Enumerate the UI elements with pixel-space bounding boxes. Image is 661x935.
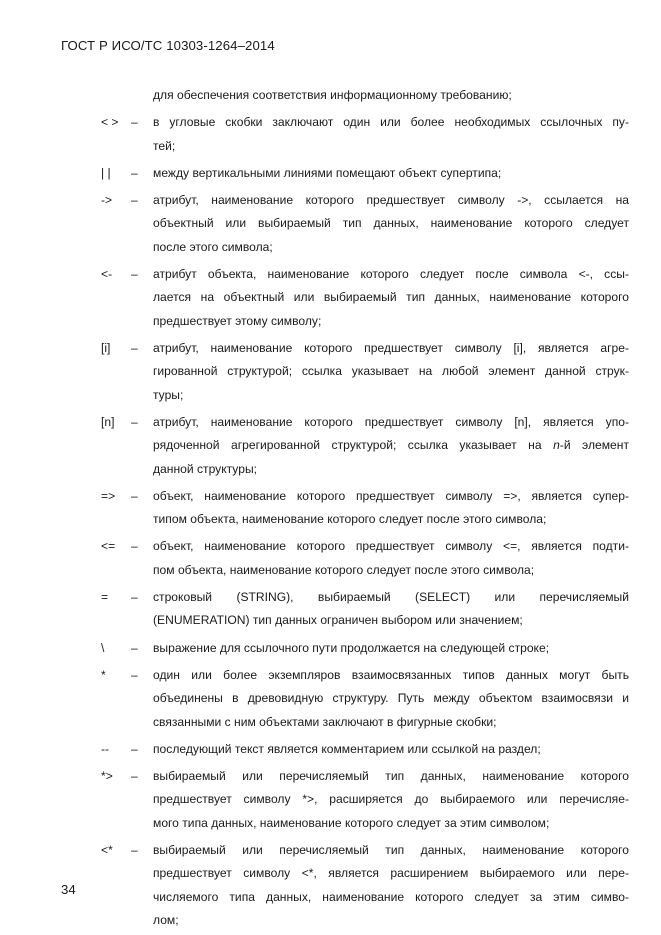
definition-text: объектный или выбираемый тип данных, наименование которого следует xyxy=(153,216,629,231)
definition-entry xyxy=(0,337,661,407)
definition-line xyxy=(0,212,661,235)
definition-line xyxy=(0,310,661,333)
definition-line xyxy=(0,434,661,457)
definition-text: тей; xyxy=(153,138,176,153)
italic-variable: n xyxy=(553,438,560,453)
definition-line xyxy=(0,162,661,185)
definition-symbol: | | xyxy=(101,165,111,180)
definition-text: пом объекта, наименование которого следует после этого символа; xyxy=(153,562,535,577)
definition-text: числяемого типа данных, наименование которого следует за этим симво- xyxy=(153,889,629,904)
definition-symbol: *> xyxy=(101,768,113,783)
definition-entry xyxy=(0,839,661,933)
definition-entry xyxy=(0,664,661,734)
definition-line xyxy=(0,812,661,835)
definition-text: объект, наименование которого предшествует символу =>, является супер- xyxy=(153,488,629,503)
definition-text: данной структуры; xyxy=(153,461,257,476)
definition-dash: – xyxy=(131,340,138,355)
definition-text: лом; xyxy=(153,913,179,928)
definition-line xyxy=(0,508,661,531)
definition-entry xyxy=(0,586,661,633)
definition-line xyxy=(0,485,661,508)
definition-text: в угловые скобки заключают один или более необходимых ссылочных пу- xyxy=(153,115,629,130)
definition-text: между вертикальными линиями помещают объект супертипа; xyxy=(153,165,502,180)
definition-line xyxy=(0,711,661,734)
definition-line xyxy=(0,458,661,481)
definition-line xyxy=(0,738,661,761)
definition-dash: – xyxy=(131,192,138,207)
definition-symbol: \ xyxy=(101,640,105,655)
definition-symbol: * xyxy=(101,667,106,682)
definition-text: гированной структурой; ссылка указывает на любой элемент данной струк- xyxy=(153,364,629,379)
definition-text: (ENUMERATION) тип данных ограничен выбором или значением; xyxy=(153,613,523,628)
definitions-list xyxy=(0,84,661,932)
definition-entry xyxy=(0,738,661,761)
definition-symbol: -- xyxy=(101,741,110,756)
definition-line xyxy=(0,765,661,788)
definition-symbol: <= xyxy=(101,539,116,554)
definition-entry xyxy=(0,162,661,185)
definition-text: объединены в древовидную структуру. Путь между объектом взаимосвязи и xyxy=(153,691,629,706)
definition-line xyxy=(0,637,661,660)
definition-dash: – xyxy=(131,842,138,857)
definition-dash: – xyxy=(131,266,138,281)
definition-entry xyxy=(0,189,661,259)
definition-line xyxy=(0,189,661,212)
definition-line xyxy=(0,236,661,259)
definition-symbol: -> xyxy=(101,192,113,207)
definition-line xyxy=(0,687,661,710)
definition-line xyxy=(0,788,661,811)
definition-symbol: [i] xyxy=(101,340,111,355)
definition-text: объект, наименование которого предшествует символу <=, является подти- xyxy=(153,539,629,554)
definition-entry xyxy=(0,485,661,532)
definition-text: атрибут, наименование которого предшествует символу ->, ссылается на xyxy=(153,192,629,207)
definition-symbol: [n] xyxy=(101,414,115,429)
entries-container xyxy=(0,111,661,932)
definition-entry xyxy=(0,637,661,660)
definition-line xyxy=(0,384,661,407)
definition-symbol: <* xyxy=(101,842,113,857)
definition-dash: – xyxy=(131,768,138,783)
definition-dash: – xyxy=(131,115,138,130)
definition-text: строковый (STRING), выбираемый (SELECT) или перечисляемый xyxy=(153,589,629,604)
definition-line xyxy=(0,862,661,885)
definition-dash: – xyxy=(131,414,138,429)
definition-text: предшествует этому символу; xyxy=(153,313,322,328)
definition-line xyxy=(0,263,661,286)
definition-text: предшествует символу *>, расширяется до выбираемого или перечисляе- xyxy=(153,792,629,807)
definition-line xyxy=(0,609,661,632)
definition-text: лается на объектный или выбираемый тип данных, наименование которого xyxy=(153,290,629,305)
definition-dash: – xyxy=(131,741,138,756)
definition-dash: – xyxy=(131,667,138,682)
definition-dash: – xyxy=(131,488,138,503)
definition-line xyxy=(0,360,661,383)
definition-dash: – xyxy=(131,539,138,554)
intro-line: для обеспечения соответствия информационному требованию; xyxy=(153,88,512,102)
definition-text: выбираемый или перечисляемый тип данных, наименование которого xyxy=(153,768,629,783)
definition-text: мого типа данных, наименование которого следует за этим символом; xyxy=(153,815,550,830)
definition-dash: – xyxy=(131,165,138,180)
definition-symbol: <- xyxy=(101,266,113,281)
definition-text: выбираемый или перечисляемый тип данных, наименование которого xyxy=(153,842,629,857)
definition-line xyxy=(0,111,661,134)
definition-text: один или более экземпляров взаимосвязанных типов данных могут быть xyxy=(153,667,629,682)
definition-text: после этого символа; xyxy=(153,239,273,254)
definition-entry xyxy=(0,111,661,158)
definition-line xyxy=(0,839,661,862)
definition-text: типом объекта, наименование которого следует после этого символа; xyxy=(153,512,547,527)
definition-text: туры; xyxy=(153,387,184,402)
definition-entry xyxy=(0,535,661,582)
definition-line xyxy=(0,535,661,558)
page-number: 34 xyxy=(61,882,76,897)
definition-text: атрибут, наименование которого предшествует символу [n], является упо- xyxy=(153,414,629,429)
definition-text: выражение для ссылочного пути продолжается на следующей строке; xyxy=(153,640,550,655)
definition-line xyxy=(0,559,661,582)
definition-line xyxy=(0,411,661,434)
definition-dash: – xyxy=(131,589,138,604)
definition-entry xyxy=(0,411,661,481)
definition-text: предшествует символу <*, является расширением выбираемого или пере- xyxy=(153,866,629,881)
definition-entry xyxy=(0,263,661,333)
definition-line xyxy=(0,664,661,687)
definition-dash: – xyxy=(131,640,138,655)
document-header: ГОСТ Р ИСО/ТС 10303-1264–2014 xyxy=(61,38,275,53)
definition-line xyxy=(0,135,661,158)
definition-line xyxy=(0,909,661,932)
definition-line xyxy=(0,586,661,609)
definition-symbol: = xyxy=(101,589,109,604)
definition-entry xyxy=(0,765,661,835)
definition-line xyxy=(0,286,661,309)
definition-text: атрибут, наименование которого предшествует символу [i], является агре- xyxy=(153,340,629,355)
definition-text: последующий текст является комментарием или ссылкой на раздел; xyxy=(153,741,541,756)
definition-text: атрибут объекта, наименование которого следует после символа <-, ссы- xyxy=(153,266,629,281)
definition-symbol: < > xyxy=(101,115,119,130)
definition-text: рядоченной агрегированной структурой; ссылка указывает на n-й элемент xyxy=(153,438,629,453)
definition-line xyxy=(0,886,661,909)
definition-text: связанными с ним объектами заключают в фигурные скобки; xyxy=(153,714,497,729)
definition-symbol: => xyxy=(101,488,116,503)
definition-line xyxy=(0,337,661,360)
